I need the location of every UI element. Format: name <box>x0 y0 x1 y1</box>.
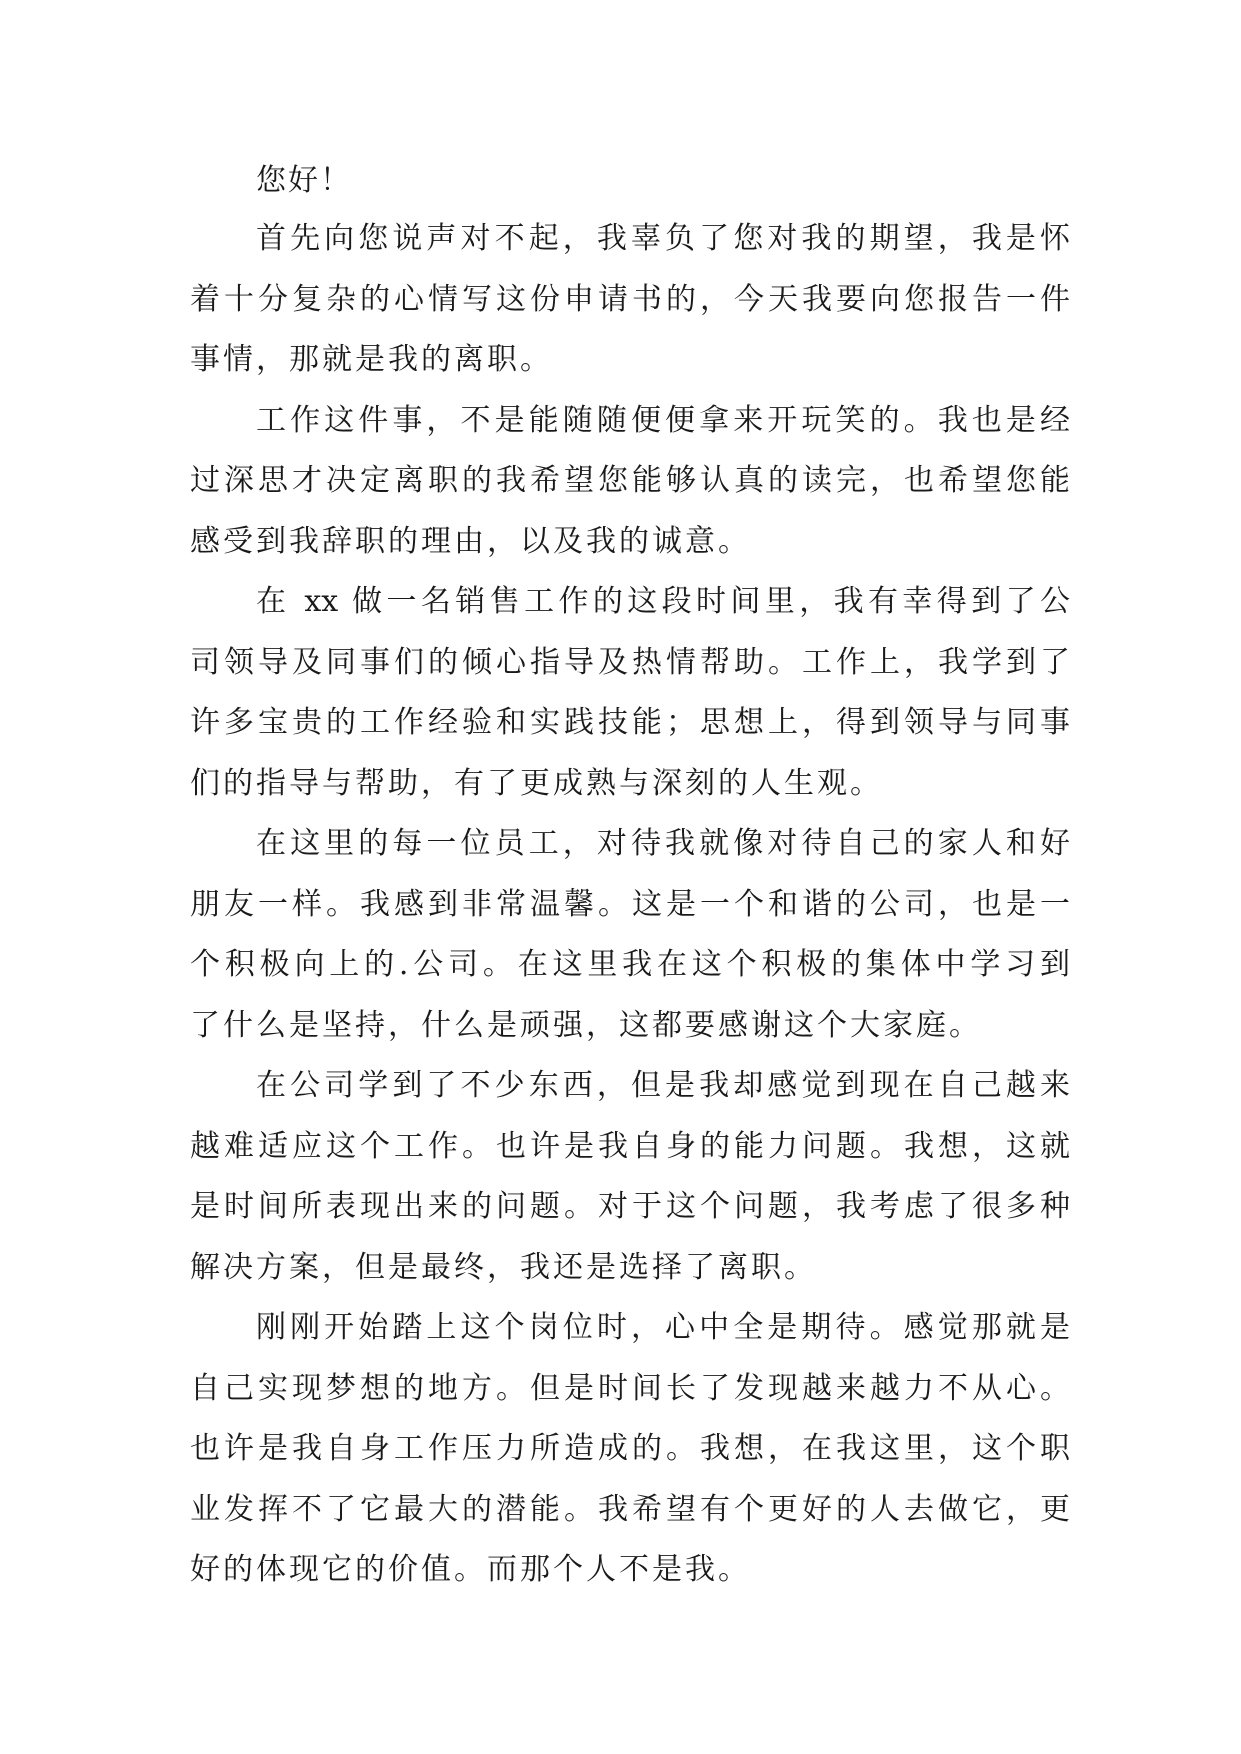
paragraph-line: 司领导及同事们的倾心指导及热情帮助。工作上，我学到了 <box>190 644 1070 680</box>
paragraph-line: 在公司学到了不少东西，但是我却感觉到现在自己越来 <box>256 1068 1070 1103</box>
paragraph-line: 刚刚开始踏上这个岗位时，心中全是期待。感觉那就是 <box>256 1310 1070 1345</box>
paragraph-line: 首先向您说声对不起，我辜负了您对我的期望，我是怀 <box>256 221 1070 256</box>
paragraph-line: 好的体现它的价值。而那个人不是我。 <box>190 1552 751 1587</box>
paragraph-line: 着十分复杂的心情写这份申请书的，今天我要向您报告一件 <box>190 281 1070 317</box>
greeting: 您好！ <box>256 163 352 198</box>
paragraph-line: 个积极向上的.公司。在这里我在这个积极的集体中学习到 <box>190 947 1070 982</box>
paragraph-line: 也许是我自身工作压力所造成的。我想，在我这里，这个职 <box>190 1431 1070 1466</box>
paragraph-line: 是时间所表现出来的问题。对于这个问题，我考虑了很多种 <box>190 1189 1070 1224</box>
paragraph-3 <box>190 572 1070 814</box>
paragraph-6 <box>190 1298 1070 1601</box>
paragraph-line: 过深思才决定离职的我希望您能够认真的读完，也希望您能 <box>190 463 1070 498</box>
paragraph-line: 们的指导与帮助，有了更成熟与深刻的人生观。 <box>190 765 883 801</box>
paragraph-line: 许多宝贵的工作经验和实践技能；思想上，得到领导与同事 <box>190 705 1070 740</box>
paragraph-line: 自己实现梦想的地方。但是时间长了发现越来越力不从心。 <box>190 1370 1070 1406</box>
paragraph-line: 工作这件事，不是能随随便便拿来开玩笑的。我也是经 <box>256 402 1070 438</box>
paragraph-line: 在这里的每一位员工，对待我就像对待自己的家人和好 <box>256 826 1070 861</box>
paragraph-5 <box>190 1056 1070 1298</box>
paragraph-line: 在 xx 做一名销售工作的这段时间里，我有幸得到了公 <box>256 584 1070 619</box>
paragraph-line: 业发挥不了它最大的潜能。我希望有个更好的人去做它，更 <box>190 1491 1070 1527</box>
paragraph-1 <box>190 209 1070 391</box>
paragraph-line: 感受到我辞职的理由，以及我的诚意。 <box>190 523 751 559</box>
paragraph-line: 越难适应这个工作。也许是我自身的能力问题。我想，这就 <box>190 1128 1070 1164</box>
paragraph-2 <box>190 391 1070 573</box>
paragraph-4 <box>190 814 1070 1056</box>
paragraph-line: 朋友一样。我感到非常温馨。这是一个和谐的公司，也是一 <box>190 886 1070 922</box>
letter-body <box>190 153 1070 1601</box>
paragraph-line: 事情，那就是我的离职。 <box>190 342 553 377</box>
paragraph-line: 了什么是坚持，什么是顽强，这都要感谢这个大家庭。 <box>190 1007 982 1043</box>
paragraph-line: 解决方案，但是最终，我还是选择了离职。 <box>190 1249 817 1285</box>
